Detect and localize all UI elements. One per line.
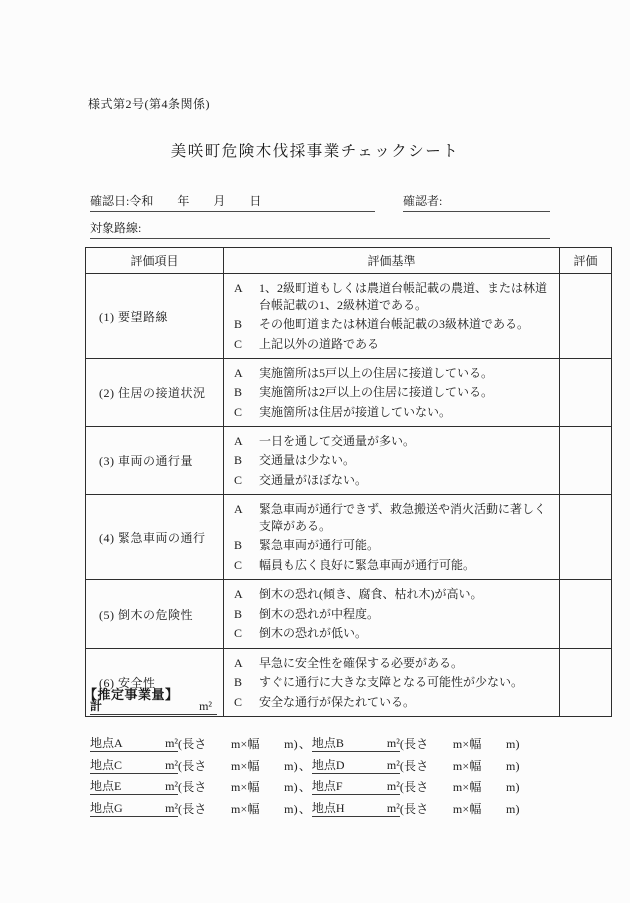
criteria-line xyxy=(224,365,559,382)
site-separator: 、 xyxy=(298,780,311,794)
criteria-grade: B xyxy=(234,538,243,552)
evaluation-row xyxy=(86,274,612,359)
criteria-line xyxy=(224,472,559,489)
site-label: 地点H xyxy=(311,800,345,815)
evaluation-value-cell xyxy=(560,359,612,427)
site-label: 地点F xyxy=(311,779,343,793)
criteria-text: その他町道または林道台帳記載の3級林道である。 xyxy=(259,317,530,331)
total-label: 計 xyxy=(90,699,103,713)
criteria-grade: C xyxy=(234,626,243,640)
site-dimensions: (長さ m×幅 m) xyxy=(178,758,298,773)
site-area-unit: m² xyxy=(386,800,400,815)
checker-label: 確認者: xyxy=(403,194,443,208)
site-area-field xyxy=(312,756,400,774)
site-area-unit: m² xyxy=(165,800,178,815)
criteria-grade: C xyxy=(234,694,243,709)
criteria-cell xyxy=(224,427,560,495)
evaluation-item-label: (3) 車両の通行量 xyxy=(86,427,224,495)
site-label: 地点A xyxy=(90,736,123,750)
site-label: 地点G xyxy=(90,800,123,815)
site-row xyxy=(90,779,520,795)
criteria-cell xyxy=(224,580,560,649)
site-area-field xyxy=(312,777,400,795)
evaluation-item-label: (4) 緊急車両の通行 xyxy=(86,495,224,580)
criteria-cell xyxy=(224,495,560,580)
evaluation-value-cell xyxy=(560,274,612,359)
site-dimensions: (長さ m×幅 m) xyxy=(399,801,520,816)
evaluation-row xyxy=(86,495,612,580)
criteria-text: 早急に安全性を確保する必要がある。 xyxy=(259,655,464,670)
site-separator: 、 xyxy=(298,737,311,751)
criteria-cell xyxy=(224,649,560,717)
evaluation-item-label: (2) 住居の接道状況 xyxy=(86,359,224,427)
site-label: 地点B xyxy=(311,736,344,750)
criteria-text: 倒木の恐れ(傾き、腐食、枯れ木)が高い。 xyxy=(259,587,483,601)
site-area-field xyxy=(312,799,400,817)
date-checker-row xyxy=(90,192,550,212)
criteria-text: 倒木の恐れが低い。 xyxy=(259,626,368,640)
site-area-unit: m² xyxy=(386,779,400,793)
criteria-line xyxy=(224,501,559,535)
criteria-line xyxy=(224,606,559,623)
evaluation-item-label: (5) 倒木の危険性 xyxy=(86,580,224,649)
criteria-line xyxy=(224,537,559,554)
table-header-row xyxy=(86,248,612,274)
col-header-item: 評価項目 xyxy=(86,248,224,274)
site-area-field xyxy=(312,734,400,752)
criteria-grade: B xyxy=(234,675,243,689)
evaluation-value-cell xyxy=(560,427,612,495)
site-label: 地点D xyxy=(311,757,345,772)
total-line xyxy=(90,698,217,715)
criteria-cell xyxy=(224,274,560,359)
criteria-line xyxy=(224,316,559,333)
site-area-field xyxy=(90,734,178,752)
site-row xyxy=(90,736,520,752)
evaluation-value-cell xyxy=(560,495,612,580)
criteria-text: 上記以外の道路である xyxy=(259,336,380,351)
criteria-grade: A xyxy=(234,280,243,295)
target-route-field xyxy=(90,219,550,239)
criteria-line xyxy=(224,452,559,469)
site-dimensions: (長さ m×幅 m) xyxy=(399,758,520,773)
criteria-grade: B xyxy=(234,317,243,331)
criteria-line xyxy=(224,586,559,603)
criteria-text: 1、2級町道もしくは農道台帳記載の農道、または林道台帳記載の1、2級林道である。 xyxy=(259,280,548,312)
evaluation-row xyxy=(86,359,612,427)
criteria-grade: A xyxy=(234,433,243,448)
criteria-grade: B xyxy=(234,606,243,621)
col-header-eval: 評価 xyxy=(560,248,612,274)
site-area-field xyxy=(90,799,178,817)
criteria-text: 一日を通して交通量が多い。 xyxy=(259,433,416,448)
criteria-grade: C xyxy=(234,404,243,419)
checker-field xyxy=(403,192,550,212)
evaluation-item-label: (6) 安全性 xyxy=(86,649,224,717)
site-dimensions: (長さ m×幅 m) xyxy=(178,737,298,751)
site-label: 地点E xyxy=(90,779,122,793)
criteria-text: 倒木の恐れが中程度。 xyxy=(259,606,380,621)
criteria-grade: A xyxy=(234,365,243,380)
criteria-line xyxy=(224,404,559,421)
header-fields xyxy=(90,192,550,239)
criteria-cell xyxy=(224,359,560,427)
criteria-line xyxy=(224,674,559,691)
criteria-text: 交通量がほぼない。 xyxy=(259,472,368,487)
site-area-unit: m² xyxy=(386,757,400,772)
criteria-text: 緊急車両が通行できず、救急搬送や消火活動に著しく支障がある。 xyxy=(259,501,547,533)
evaluation-value-cell xyxy=(560,580,612,649)
criteria-line xyxy=(224,280,559,314)
site-label: 地点C xyxy=(90,757,123,772)
evaluation-table xyxy=(85,247,611,717)
criteria-line xyxy=(224,384,559,401)
criteria-text: 緊急車両が通行可能。 xyxy=(259,538,380,552)
criteria-grade: C xyxy=(234,472,243,487)
site-separator: 、 xyxy=(298,801,311,816)
criteria-text: 交通量は少ない。 xyxy=(259,453,356,467)
col-header-criteria: 評価基準 xyxy=(224,248,560,274)
check-date-field xyxy=(90,192,375,212)
criteria-line xyxy=(224,433,559,450)
criteria-text: 実施箇所は5戸以上の住居に接道している。 xyxy=(259,365,494,380)
criteria-line xyxy=(224,625,559,642)
site-area-unit: m² xyxy=(165,779,178,793)
criteria-text: 安全な通行が保たれている。 xyxy=(259,694,416,709)
criteria-grade: B xyxy=(234,385,243,399)
check-date-label: 確認日:令和 年 月 日 xyxy=(90,194,262,208)
site-row xyxy=(90,758,520,774)
total-field xyxy=(90,698,217,715)
estimate-section-title: 【推定事業量】 xyxy=(84,687,179,702)
criteria-grade: C xyxy=(234,336,243,351)
site-list xyxy=(90,736,520,822)
evaluation-value-cell xyxy=(560,649,612,717)
site-dimensions: (長さ m×幅 m) xyxy=(399,737,520,751)
evaluation-row xyxy=(86,580,612,649)
page-title: 美咲町危険木伐採事業チェックシート xyxy=(170,143,460,160)
site-area-unit: m² xyxy=(386,736,400,750)
criteria-grade: B xyxy=(234,453,243,467)
criteria-grade: A xyxy=(234,587,243,601)
total-unit: m² xyxy=(199,699,212,713)
criteria-text: 実施箇所は2戸以上の住居に接道している。 xyxy=(259,385,494,399)
criteria-line xyxy=(224,655,559,672)
site-area-field xyxy=(90,777,178,795)
criteria-text: 実施箇所は住居が接道していない。 xyxy=(259,404,452,419)
evaluation-row xyxy=(86,427,612,495)
site-separator: 、 xyxy=(298,758,311,773)
criteria-grade: C xyxy=(234,557,243,572)
criteria-text: 幅員も広く良好に緊急車両が通行可能。 xyxy=(259,557,476,572)
evaluation-item-label: (1) 要望路線 xyxy=(86,274,224,359)
criteria-text: すぐに通行に大きな支障となる可能性が少ない。 xyxy=(259,675,524,689)
site-dimensions: (長さ m×幅 m) xyxy=(178,801,298,816)
criteria-line xyxy=(224,694,559,711)
site-area-unit: m² xyxy=(165,736,178,750)
criteria-grade: A xyxy=(234,501,243,516)
form-number: 様式第2号(第4条関係) xyxy=(88,97,210,111)
target-route-label: 対象路線: xyxy=(90,221,142,235)
site-dimensions: (長さ m×幅 m) xyxy=(399,780,520,794)
criteria-grade: A xyxy=(234,655,243,670)
site-dimensions: (長さ m×幅 m) xyxy=(178,780,298,794)
criteria-line xyxy=(224,336,559,353)
site-area-unit: m² xyxy=(165,757,178,772)
site-area-field xyxy=(90,756,178,774)
site-row xyxy=(90,801,520,817)
criteria-line xyxy=(224,557,559,574)
